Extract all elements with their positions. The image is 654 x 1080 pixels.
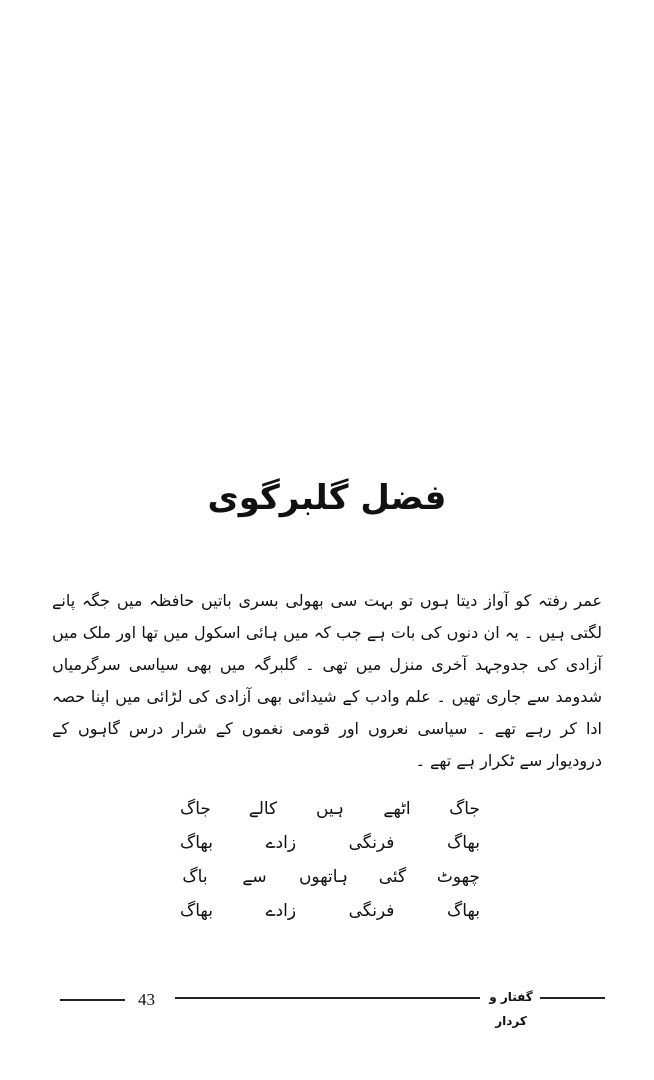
poem-word: چھوٹ <box>436 867 480 887</box>
poem-word: سے <box>242 867 267 887</box>
poem-line <box>180 862 480 896</box>
poem-word: بھاگ <box>447 901 480 921</box>
poem-word: بھاگ <box>447 833 480 853</box>
body-paragraph <box>52 585 602 777</box>
poem-word: اٹھے <box>383 799 411 819</box>
poem-line <box>180 828 480 862</box>
paragraph-text: عمر رفتہ کو آواز دیتا ہوں تو بہت سی بھولی بسری باتیں حافظہ میں جگہ پانے لگتی ہیں ۔ یہ ان دنوں کی بات ہے جب کہ میں ہائی اسکول میں تھا اور ملک میں آزادی کی جدوجہد آخری منزل میں تھی ۔ گلبرگہ میں بھی سیاسی سرگرمیاں شدومد سے جاری تھیں ۔ علم وادب کے شیدائی بھی آزادی کی لڑائی میں اپنا حصہ ادا کر رہے تھے ۔ سیاسی نعروں اور قومی نغموں کے شرار درس گاہوں کے درودیوار سے ٹکرار ہے تھے ۔ <box>52 591 602 770</box>
poem-word: ہاتھوں <box>298 867 348 887</box>
poem-word: بھاگ <box>180 833 213 853</box>
page-number: 43 <box>138 990 155 1009</box>
poem-word: فرنگی <box>348 833 395 853</box>
footer-rule <box>60 999 125 1001</box>
page-footer <box>60 985 605 1028</box>
poem-line <box>180 896 480 930</box>
poem-word: ہیں <box>315 799 345 819</box>
poem-block <box>180 794 480 930</box>
footer-rule <box>540 997 605 999</box>
poem-word: زادے <box>265 833 297 853</box>
poem-line <box>180 794 480 828</box>
poem-word: جاگ <box>180 799 211 819</box>
poem-word: فرنگی <box>348 901 395 921</box>
chapter-title: فضل گلبرگوی <box>207 478 447 518</box>
poem-word: بھاگ <box>180 901 213 921</box>
poem-word: گئی <box>378 867 407 887</box>
poem-word: باگ <box>182 867 208 887</box>
running-head: گفتار و کردار <box>489 990 533 1028</box>
poem-word: زادے <box>265 901 297 921</box>
poem-word: کالے <box>248 799 278 819</box>
footer-rule <box>175 997 480 999</box>
poem-word: جاگ <box>449 799 480 819</box>
